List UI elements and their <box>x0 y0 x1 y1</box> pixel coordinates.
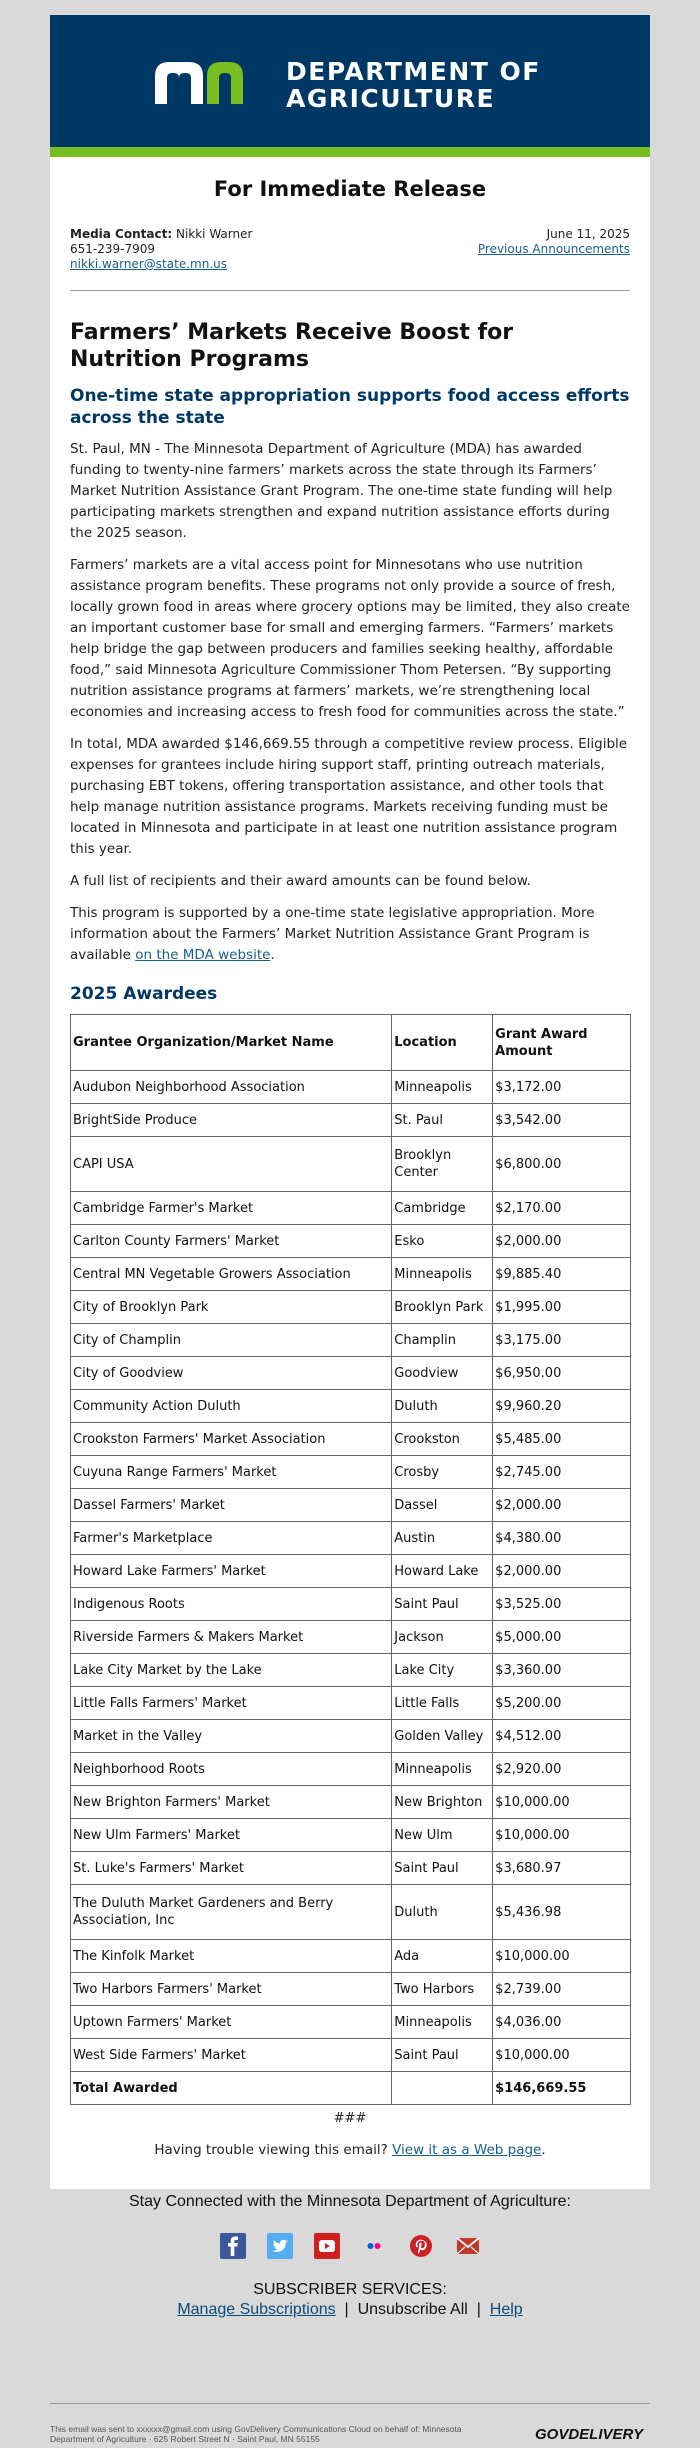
grantee-name: Crookston Farmers' Market Association <box>71 1423 392 1456</box>
manage-subscriptions-link[interactable]: Manage Subscriptions <box>177 2301 336 2318</box>
award-amount: $3,175.00 <box>493 1324 631 1357</box>
table-row <box>71 2006 631 2039</box>
table-row <box>71 1390 631 1423</box>
youtube-icon[interactable] <box>314 2233 340 2259</box>
table-row <box>71 1291 631 1324</box>
location: Saint Paul <box>392 1588 493 1621</box>
grantee-name: Little Falls Farmers' Market <box>71 1687 392 1720</box>
trouble-text: Having trouble viewing this email? <box>154 2142 388 2158</box>
table-row <box>71 1489 631 1522</box>
location: Goodview <box>392 1357 493 1390</box>
view-web-page-link[interactable]: View it as a Web page <box>392 2142 542 2158</box>
grantee-name: Cambridge Farmer's Market <box>71 1192 392 1225</box>
location: Minneapolis <box>392 1753 493 1786</box>
location: Lake City <box>392 1654 493 1687</box>
column-header: Grant Award Amount <box>493 1015 631 1071</box>
award-amount: $4,380.00 <box>493 1522 631 1555</box>
divider <box>70 290 630 291</box>
previous-announcements-link[interactable]: Previous Announcements <box>477 242 630 256</box>
headline: Farmers’ Markets Receive Boost for Nutrition Programs <box>70 320 514 372</box>
award-amount: $2,745.00 <box>493 1456 631 1489</box>
grantee-name: Neighborhood Roots <box>71 1753 392 1786</box>
grantee-name: Indigenous Roots <box>71 1588 392 1621</box>
contact-phone: 651-239-7909 <box>70 242 156 256</box>
stay-connected-text: Stay Connected with the Minnesota Department of Agriculture: <box>128 2193 571 2210</box>
award-amount: $10,000.00 <box>493 1786 631 1819</box>
grantee-name: City of Brooklyn Park <box>71 1291 392 1324</box>
table-header-row <box>71 1015 631 1071</box>
table-row <box>71 1456 631 1489</box>
award-amount: $5,436.98 <box>493 1885 631 1940</box>
grantee-name: Audubon Neighborhood Association <box>71 1071 392 1104</box>
total-empty-cell <box>392 2072 493 2105</box>
footer-divider <box>50 2403 650 2404</box>
grantee-name: BrightSide Produce <box>71 1104 392 1137</box>
facebook-icon[interactable] <box>220 2233 246 2259</box>
paragraph-1: St. Paul, MN - The Minnesota Department of Agriculture (MDA) has awarded funding to twenty-nine farmers’ markets across the state through its Farmers’ Market Nutrition Assistance Grant Program. The one-time state funding will help participating markets strengthen and expand nutrition assistance efforts during the 2025 season. <box>70 441 613 541</box>
legal-line-2: Department of Agriculture · 625 Robert Street N · Saint Paul, MN 55155 <box>50 2434 320 2444</box>
table-row <box>71 1192 631 1225</box>
location: Little Falls <box>392 1687 493 1720</box>
table-row <box>71 1940 631 1973</box>
legal-text <box>50 2424 510 2444</box>
location: Crosby <box>392 1456 493 1489</box>
table-row <box>71 1071 631 1104</box>
location: Minneapolis <box>392 1258 493 1291</box>
contact-name: Nikki Warner <box>175 227 253 241</box>
table-row <box>71 1137 631 1192</box>
grantee-name: New Brighton Farmers' Market <box>71 1786 392 1819</box>
grantee-name: Lake City Market by the Lake <box>71 1654 392 1687</box>
contact-email-link[interactable]: nikki.warner@state.mn.us <box>70 257 227 271</box>
mn-logo-icon <box>155 62 273 104</box>
location: Minneapolis <box>392 2006 493 2039</box>
table-row <box>71 1819 631 1852</box>
grantee-name: Cuyuna Range Farmers' Market <box>71 1456 392 1489</box>
location: Minneapolis <box>392 1071 493 1104</box>
separator: | <box>476 2301 481 2318</box>
release-title: For Immediate Release <box>213 177 487 201</box>
award-amount: $3,172.00 <box>493 1071 631 1104</box>
award-amount: $6,950.00 <box>493 1357 631 1390</box>
column-header: Location <box>392 1015 493 1071</box>
award-amount: $5,485.00 <box>493 1423 631 1456</box>
table-row <box>71 1786 631 1819</box>
grantee-name: West Side Farmers' Market <box>71 2039 392 2072</box>
grantee-name: St. Luke's Farmers' Market <box>71 1852 392 1885</box>
table-row <box>71 1852 631 1885</box>
award-amount: $2,000.00 <box>493 1489 631 1522</box>
table-row <box>71 1522 631 1555</box>
paragraph-5-end: . <box>270 947 275 963</box>
location: Saint Paul <box>392 2039 493 2072</box>
table-row <box>71 1423 631 1456</box>
grantee-name: Market in the Valley <box>71 1720 392 1753</box>
award-amount: $2,170.00 <box>493 1192 631 1225</box>
column-header: Grantee Organization/Market Name <box>71 1015 392 1071</box>
subscriber-links <box>0 2301 700 2319</box>
flickr-icon[interactable] <box>361 2233 387 2259</box>
location: St. Paul <box>392 1104 493 1137</box>
location: Ada <box>392 1940 493 1973</box>
grantee-name: Community Action Duluth <box>71 1390 392 1423</box>
location: Golden Valley <box>392 1720 493 1753</box>
help-link[interactable]: Help <box>489 2301 523 2318</box>
location: Jackson <box>392 1621 493 1654</box>
pinterest-icon[interactable] <box>408 2233 434 2259</box>
award-amount: $3,680.97 <box>493 1852 631 1885</box>
award-amount: $2,000.00 <box>493 1225 631 1258</box>
table-row <box>71 1753 631 1786</box>
award-amount: $2,000.00 <box>493 1555 631 1588</box>
logo-text-line2: AGRICULTURE <box>286 84 496 113</box>
paragraph-4: A full list of recipients and their award amounts can be found below. <box>70 873 531 889</box>
accent-bar <box>50 147 650 157</box>
location: Two Harbors <box>392 1973 493 2006</box>
award-amount: $1,995.00 <box>493 1291 631 1324</box>
award-amount: $10,000.00 <box>493 1819 631 1852</box>
award-amount: $2,920.00 <box>493 1753 631 1786</box>
trouble-end: . <box>541 2142 546 2158</box>
location: Dassel <box>392 1489 493 1522</box>
location: Crookston <box>392 1423 493 1456</box>
award-amount: $4,036.00 <box>493 2006 631 2039</box>
table-row <box>71 1621 631 1654</box>
contact-row <box>70 227 630 272</box>
award-amount: $5,200.00 <box>493 1687 631 1720</box>
release-date: June 11, 2025 <box>546 227 630 241</box>
table-row <box>71 1588 631 1621</box>
table-row <box>71 1885 631 1940</box>
awardees-heading: 2025 Awardees <box>70 984 218 1004</box>
location: Austin <box>392 1522 493 1555</box>
grantee-name: Carlton County Farmers' Market <box>71 1225 392 1258</box>
table-row <box>71 1258 631 1291</box>
grantee-name: Farmer's Marketplace <box>71 1522 392 1555</box>
location: Brooklyn Park <box>392 1291 493 1324</box>
subscriber-services-title: SUBSCRIBER SERVICES: <box>253 2281 447 2298</box>
grantee-name: New Ulm Farmers' Market <box>71 1819 392 1852</box>
award-amount: $5,000.00 <box>493 1621 631 1654</box>
award-amount: $9,885.40 <box>493 1258 631 1291</box>
email-card <box>50 15 650 2189</box>
date-block <box>478 227 630 272</box>
grantee-name: CAPI USA <box>71 1137 392 1192</box>
unsubscribe-all-link[interactable]: Unsubscribe All <box>357 2301 468 2318</box>
location: New Brighton <box>392 1786 493 1819</box>
location: Howard Lake <box>392 1555 493 1588</box>
location: Champlin <box>392 1324 493 1357</box>
grantee-name: Howard Lake Farmers' Market <box>71 1555 392 1588</box>
table-row <box>71 1225 631 1258</box>
location: Esko <box>392 1225 493 1258</box>
location: Cambridge <box>392 1192 493 1225</box>
mda-website-link[interactable]: on the MDA website <box>135 947 271 963</box>
twitter-icon[interactable] <box>267 2233 293 2259</box>
end-mark: ### <box>333 2111 367 2126</box>
table-row <box>71 1654 631 1687</box>
grantee-name: City of Goodview <box>71 1357 392 1390</box>
awardees-table <box>70 1014 631 2105</box>
paragraph-5-text: This program is supported by a one-time state legislative appropriation. More information about the Farmers’ Market Nutrition Assistance Grant Program is available <box>70 905 595 963</box>
total-row <box>71 2072 631 2105</box>
grantee-name: Central MN Vegetable Growers Association <box>71 1258 392 1291</box>
award-amount: $9,960.20 <box>493 1390 631 1423</box>
location: Duluth <box>392 1885 493 1940</box>
contact-label: Media Contact: <box>70 227 173 241</box>
total-label: Total Awarded <box>71 2072 392 2105</box>
table-row <box>71 1973 631 2006</box>
award-amount: $10,000.00 <box>493 1940 631 1973</box>
grantee-name: City of Champlin <box>71 1324 392 1357</box>
award-amount: $3,542.00 <box>493 1104 631 1137</box>
total-value: $146,669.55 <box>493 2072 631 2105</box>
grantee-name: Uptown Farmers' Market <box>71 2006 392 2039</box>
grantee-name: Riverside Farmers & Makers Market <box>71 1621 392 1654</box>
paragraph-2: Farmers’ markets are a vital access point for Minnesotans who use nutrition assistance program benefits. These programs not only provide a source of fresh, locally grown food in areas where grocery options may be limited, they also create an important customer base for small and emerging farmers. “Farmers’ markets help bridge the gap between producers and families seeking healthy, affordable food,” said Minnesota Agriculture Commissioner Thom Petersen. “By supporting nutrition assistance programs at farmers’ markets, we’re strengthening local economies and increasing access to fresh food for communities across the state.” <box>70 557 630 720</box>
location: Saint Paul <box>392 1852 493 1885</box>
legal-line-1: This email was sent to xxxxxx@gmail.com using GovDelivery Communications Cloud on behalf of: Minnesota <box>50 2424 462 2434</box>
grantee-name: The Duluth Market Gardeners and Berry Association, Inc <box>71 1885 392 1940</box>
table-row <box>71 1687 631 1720</box>
logo-text-line1: DEPARTMENT OF <box>286 57 541 86</box>
separator: | <box>344 2301 349 2318</box>
email-icon[interactable] <box>455 2233 481 2259</box>
award-amount: $6,800.00 <box>493 1137 631 1192</box>
subheadline: One-time state appropriation supports food access efforts across the state <box>70 386 630 428</box>
paragraph-5 <box>70 903 630 966</box>
table-row <box>71 2039 631 2072</box>
grantee-name: The Kinfolk Market <box>71 1940 392 1973</box>
media-contact <box>70 227 252 272</box>
award-amount: $2,739.00 <box>493 1973 631 2006</box>
table-row <box>71 1357 631 1390</box>
logo-text <box>286 58 541 112</box>
header-banner <box>50 15 650 147</box>
grantee-name: Two Harbors Farmers' Market <box>71 1973 392 2006</box>
location: Brooklyn Center <box>392 1137 493 1192</box>
award-amount: $4,512.00 <box>493 1720 631 1753</box>
location: Duluth <box>392 1390 493 1423</box>
grantee-name: Dassel Farmers' Market <box>71 1489 392 1522</box>
email-content <box>50 157 650 2189</box>
paragraph-3: In total, MDA awarded $146,669.55 through a competitive review process. Eligible expenses for grantees include hiring support staff, printing outreach materials, purchasing EBT tokens, offering transportation assistance, and other tools that help manage nutrition assistance programs. Markets receiving funding must be located in Minnesota and participate in at least one nutrition assistance program this year. <box>70 736 628 857</box>
table-row <box>71 1324 631 1357</box>
table-row <box>71 1555 631 1588</box>
table-row <box>71 1104 631 1137</box>
awardees-table-body <box>71 1071 631 2072</box>
table-row <box>71 1720 631 1753</box>
social-icons <box>0 2233 700 2259</box>
award-amount: $10,000.00 <box>493 2039 631 2072</box>
award-amount: $3,360.00 <box>493 1654 631 1687</box>
location: New Ulm <box>392 1819 493 1852</box>
govdelivery-logo: GOVDELIVERY <box>535 2426 644 2443</box>
award-amount: $3,525.00 <box>493 1588 631 1621</box>
footer <box>0 2173 700 2319</box>
